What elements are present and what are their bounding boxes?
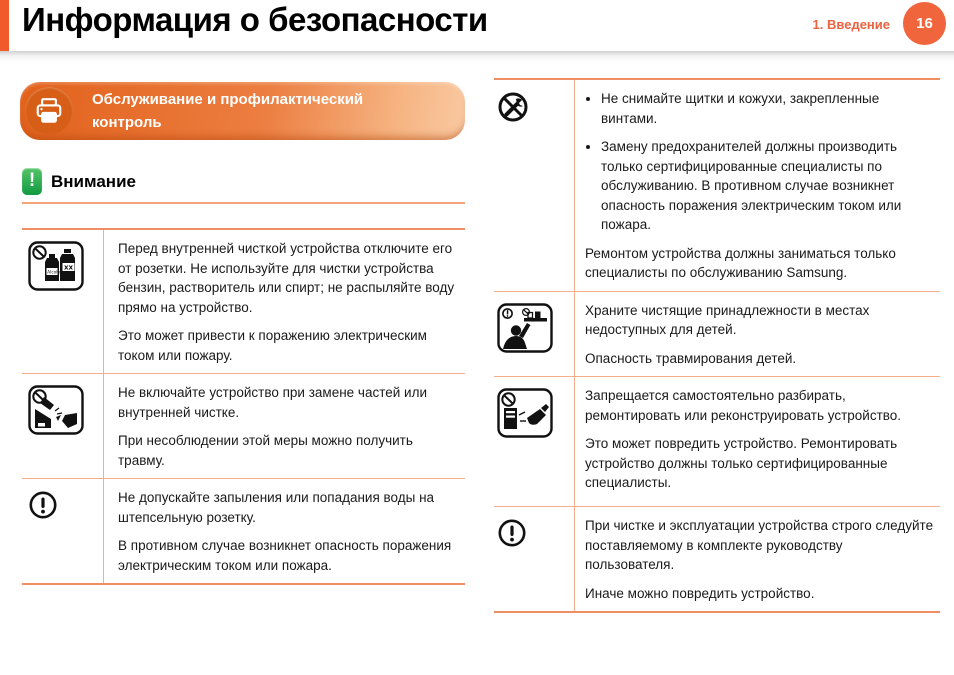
svg-text:Alcohol: Alcohol xyxy=(47,269,63,275)
page-number-badge: 16 xyxy=(903,2,946,45)
warning-paragraph: Не включайте устройство при замене частей или внутренней чистке. xyxy=(118,385,428,420)
no-hands-inside-icon xyxy=(22,374,104,478)
warning-paragraph: Перед внутренней чисткой устройства отключите его от розетки. Не используйте для чистки устройства бензин, растворитель или спирт; не распыляйте воду прямо на устройство. xyxy=(118,241,455,315)
child-shelf-warning-icon xyxy=(494,292,575,377)
header-accent-bar xyxy=(0,0,9,51)
warning-paragraph: Это может привести к поражению электрическим током или пожару. xyxy=(118,328,427,363)
warning-paragraph: Опасность травмирования детей. xyxy=(585,350,797,366)
table-row xyxy=(22,373,465,478)
warning-paragraph: Это может повредить устройство. Ремонтировать устройство должны только сертифицированные специалисты. xyxy=(585,436,898,490)
warning-text xyxy=(575,292,940,377)
warning-paragraph: Ремонтом устройства должны заниматься только специалисты по обслуживанию Samsung. xyxy=(585,245,896,280)
table-row xyxy=(494,376,940,506)
alert-circle-icon xyxy=(494,507,575,611)
warning-paragraph: В противном случае возникнет опасность поражения электрическим током или пожара. xyxy=(118,538,452,573)
table-row xyxy=(494,506,940,611)
warning-text xyxy=(104,374,465,478)
caution-heading xyxy=(22,168,136,195)
table-row xyxy=(22,230,465,373)
no-wrench-icon xyxy=(494,80,575,291)
svg-text:xx: xx xyxy=(64,263,74,272)
warning-text xyxy=(104,230,465,373)
table-row xyxy=(22,478,465,583)
chapter-label: 1. Введение xyxy=(812,17,890,32)
alert-circle-icon xyxy=(22,479,104,583)
warning-paragraph: Храните чистящие принадлежности в местах недоступных для детей. xyxy=(585,302,870,337)
green-exclamation-icon: ! xyxy=(22,168,42,195)
table-row xyxy=(494,80,940,291)
warning-bullet: • Замену предохранителей должны производить только сертифицированные специалисты по обслуживанию. В противном случае возникнет опасность поражения электрическим током или пожара. xyxy=(601,137,934,235)
warning-paragraph: Иначе можно повредить устройство. xyxy=(585,585,815,601)
warning-paragraph: При несоблюдении этой меры можно получить травму. xyxy=(118,433,413,468)
section-banner-title: Обслуживание и профилактический контроль xyxy=(92,91,364,131)
warning-bullet: • Не снимайте щитки и кожухи, закрепленные винтами. xyxy=(601,89,934,128)
no-solvents-icon xyxy=(22,230,104,373)
caution-table-left xyxy=(22,228,465,585)
printer-icon xyxy=(25,87,73,135)
warning-text xyxy=(575,80,940,291)
warning-text xyxy=(104,479,465,583)
caution-title: Внимание xyxy=(51,171,136,191)
caution-table-right xyxy=(494,78,940,613)
warning-paragraph: При чистке и эксплуатации устройства строго следуйте поставляемому в комплекте руководству пользователя. xyxy=(585,518,934,572)
warning-paragraph: Не допускайте запыления или попадания воды на штепсельную розетку. xyxy=(118,490,435,525)
caution-underline xyxy=(22,202,465,204)
table-row xyxy=(494,291,940,377)
section-banner xyxy=(20,82,465,140)
header-divider xyxy=(0,51,954,62)
no-disassemble-icon xyxy=(494,377,575,506)
page-title: Информация о безопасности xyxy=(22,1,488,38)
warning-bullet-list xyxy=(585,89,934,235)
warning-text xyxy=(575,377,940,506)
warning-paragraph: Запрещается самостоятельно разбирать, ремонтировать или реконструировать устройство. xyxy=(585,388,902,423)
warning-text xyxy=(575,507,940,611)
